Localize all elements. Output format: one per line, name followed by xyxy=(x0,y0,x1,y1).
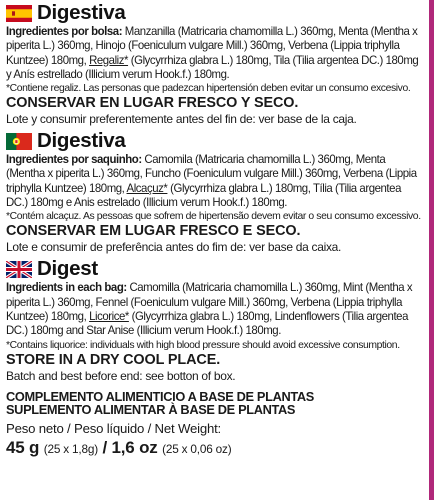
weight-separator: / xyxy=(97,437,112,457)
section-spanish xyxy=(6,1,426,127)
section-header xyxy=(6,129,426,153)
ingredients-part-1: Manzanilla (Matricaria chamomilla L.) 360mg, Menta (Mentha x piperita L.) 360mg, Hinojo (Foeniculum vulgare Mill.) 360mg, Verbena (Lippia triphylla Kuntzee) 180mg, xyxy=(6,25,418,67)
magenta-edge-strip xyxy=(429,0,434,500)
ingredients-paragraph xyxy=(6,25,420,82)
warning-note: *Contains liquorice: individuals with high blood pressure should avoid excessive consumption. xyxy=(6,339,400,351)
weight-ounces: 1,6 oz xyxy=(111,437,158,457)
section-header xyxy=(6,1,426,25)
uk-flag-icon xyxy=(6,261,32,278)
ingredients-part-1: Camomila (Matricaria chamomilla L.) 360mg, Menta (Mentha x piperita L.) 360mg, Funcho (Foeniculum vulgare Mill.) 360mg, Verbena (Lippia triphylla Kuntzee) 180mg, xyxy=(6,153,417,195)
storage-instruction: CONSERVAR EM LUGAR FRESCO E SECO. xyxy=(6,223,301,240)
section-header xyxy=(6,257,426,281)
portugal-flag-icon xyxy=(6,133,32,150)
supplement-heading-pt: SUPLEMENTO ALIMENTAR À BASE DE PLANTAS xyxy=(6,402,296,418)
storage-instruction: CONSERVAR EN LUGAR FRESCO Y SECO. xyxy=(6,95,299,112)
licorice-word: Licorice* xyxy=(89,309,129,323)
ingredients-paragraph xyxy=(6,153,420,210)
weight-grams-detail: (25 x 1,8g) xyxy=(43,441,98,456)
section-english xyxy=(6,257,426,383)
ingredients-label: Ingredients in each bag: xyxy=(6,281,127,295)
section-title: Digest xyxy=(37,257,98,281)
supplement-heading-es: COMPLEMENTO ALIMENTICIO A BASE DE PLANTAS xyxy=(6,388,314,404)
label-page xyxy=(6,1,426,460)
ingredients-label: Ingredientes por bolsa: xyxy=(6,25,123,38)
lot-info: Batch and best before end: see botton of box. xyxy=(6,368,236,383)
spain-flag-icon xyxy=(6,5,32,22)
ingredients-part-1: Camomilla (Matricaria chamomilla L.) 360mg, Mint (Mentha x piperita L.) 360mg, Fennel (Foeniculum vulgare Mill.) 360mg, Verbena (Lippia triphylla Kuntzee) 180mg, xyxy=(6,281,413,323)
ingredients-part-2: (Glycyrrhiza glabra L.) 180mg, Tila (Tilia argentea DC.) 180mg y Anís estrellado (Illicium verum Hook.f.) 180mg. xyxy=(6,53,419,81)
section-portuguese xyxy=(6,129,426,255)
section-title: Digestiva xyxy=(37,1,126,24)
lot-info: Lote e consumir de preferência antes do fim de: ver base da caixa. xyxy=(6,240,342,255)
ingredients-part-2: (Glycyrrhiza glabra L.) 180mg, Lindenflowers (Tilia argentea DC.) 180mg and Star Anise (Illicium verum Hook.f.) 180mg. xyxy=(6,309,408,338)
weight-grams: 45 g xyxy=(6,437,40,457)
warning-note: *Contiene regaliz. Las personas que padezcan hipertensión deben evitar un consumo excesivo. xyxy=(6,83,411,95)
licorice-word: Alcaçuz* xyxy=(126,181,168,195)
ingredients-part-2: (Glycyrrhiza glabra L.) 180mg, Tília (Tilia argentea DC.) 180mg e Anis estrelado (Illicium verum Hook.f.) 180mg. xyxy=(6,181,401,210)
lot-info: Lote y consumir preferentemente antes del fin de: ver base de la caja. xyxy=(6,112,357,127)
ingredients-label: Ingredientes por saquinho: xyxy=(6,153,142,167)
licorice-word: Regaliz* xyxy=(89,53,129,67)
net-weight-label: Peso neto / Peso líquido / Net Weight: xyxy=(6,420,222,436)
storage-instruction: STORE IN A DRY COOL PLACE. xyxy=(6,351,221,368)
warning-note: *Contém alcaçuz. As pessoas que sofrem de hipertensão devem evitar o seu consumo excessivo. xyxy=(6,211,421,223)
weight-ounces-detail: (25 x 0,06 oz) xyxy=(162,441,232,456)
ingredients-paragraph xyxy=(6,281,420,338)
section-title: Digestiva xyxy=(37,129,126,153)
footer xyxy=(6,390,426,460)
net-weight-value xyxy=(6,437,426,460)
